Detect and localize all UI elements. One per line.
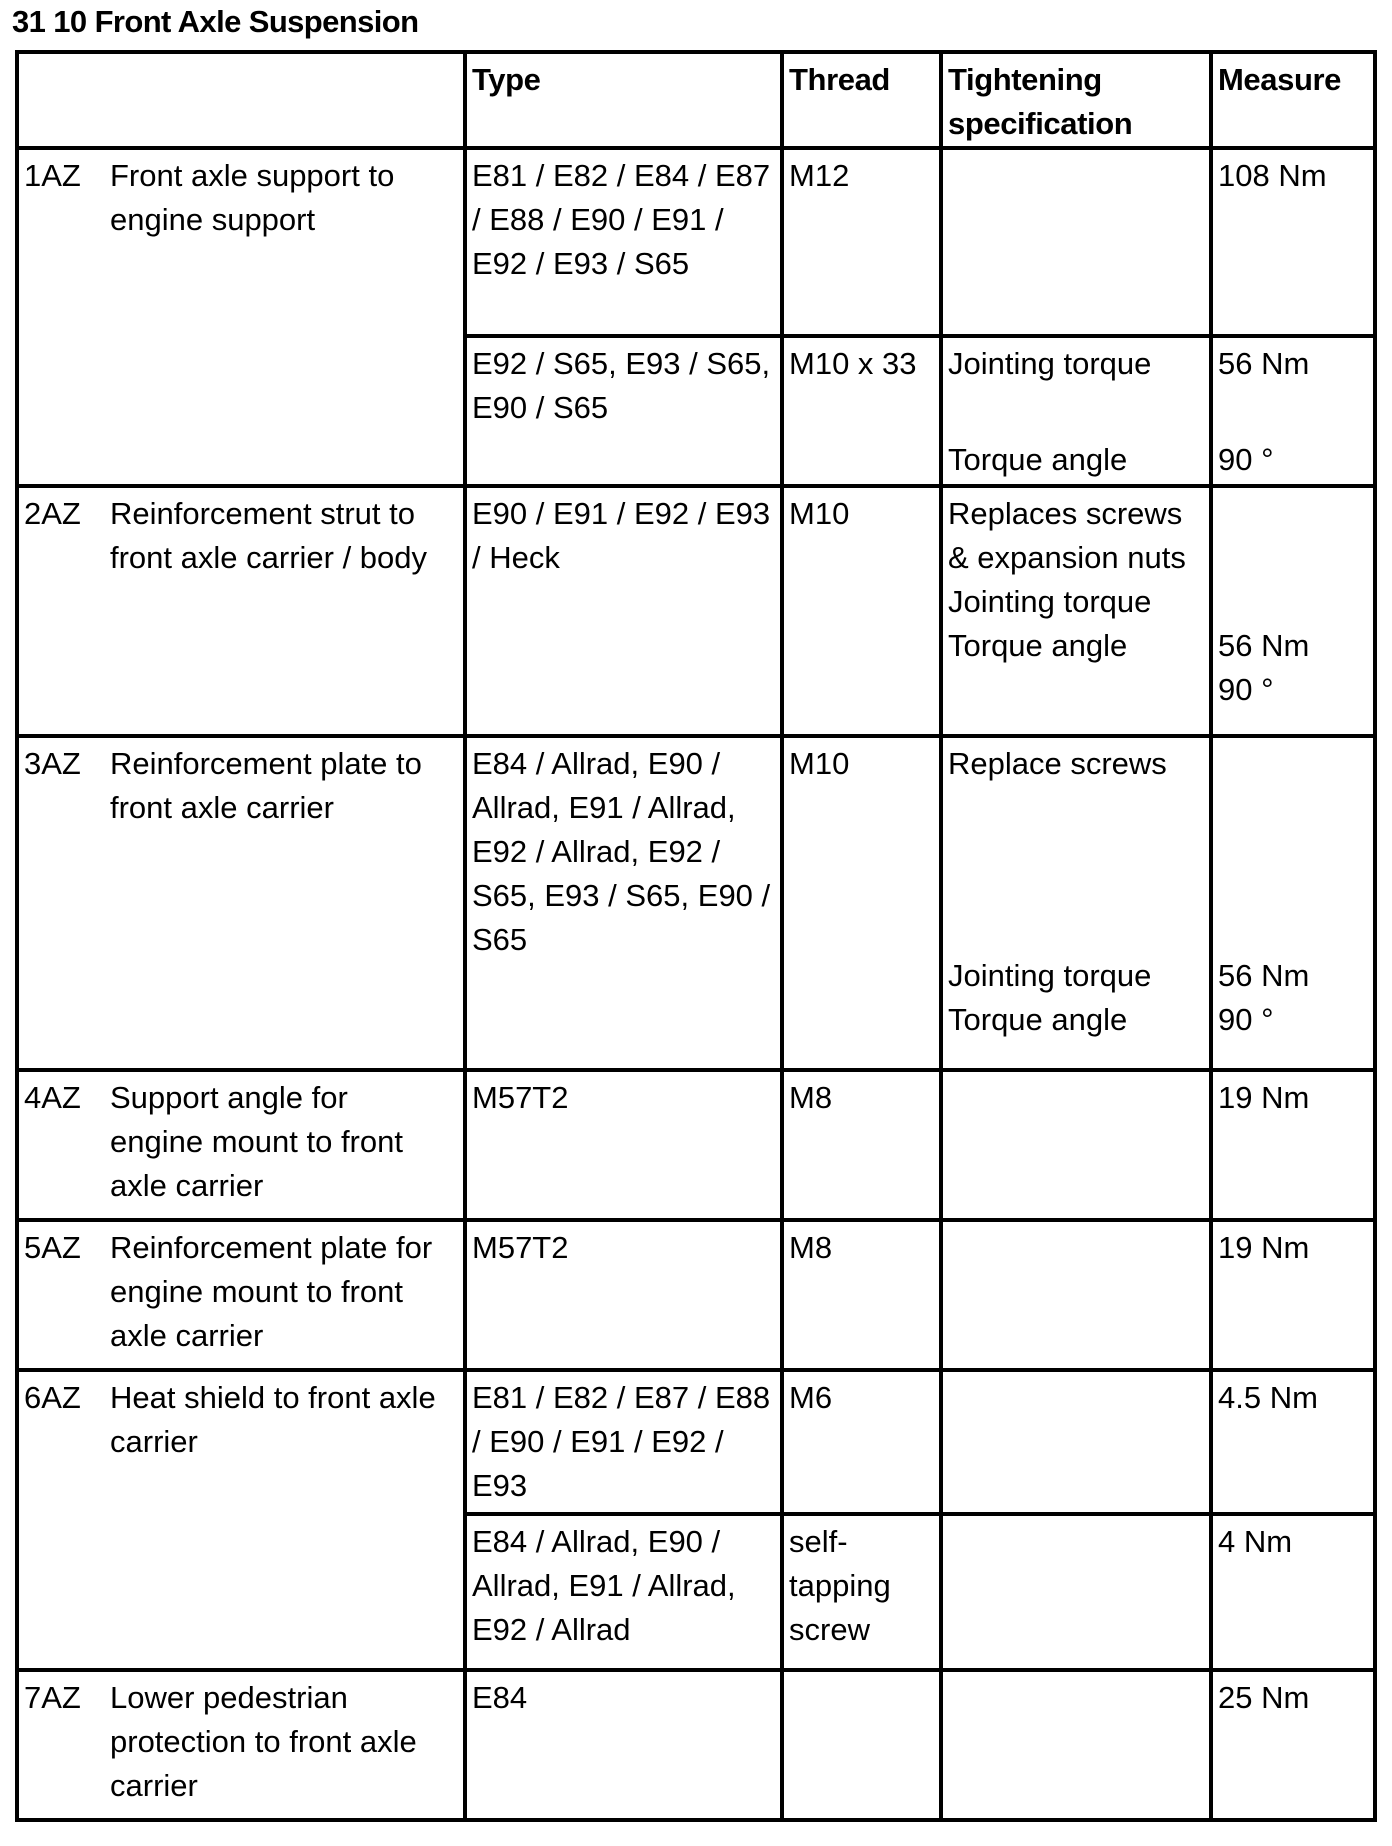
thread-cell: M10 x 33 (782, 336, 941, 486)
row-ref: 3AZ (24, 746, 81, 781)
spec-cell (941, 1670, 1211, 1820)
type-cell: E84 / Allrad, E90 / Allrad, E91 / Allrad, E92 / Allrad, E92 / S65, E93 / S65, E90 / S65 (465, 736, 782, 1070)
type-cell: M57T2 (465, 1220, 782, 1370)
measure-cell (1211, 486, 1375, 736)
spec-cell (941, 1514, 1211, 1670)
type-cell: E81 / E82 / E87 / E88 / E90 / E91 / E92 / E93 (465, 1370, 782, 1514)
row-description: Reinforcement strut to front axle carrier / body (110, 496, 428, 575)
type-cell: E84 / Allrad, E90 / Allrad, E91 / Allrad, E92 / Allrad (465, 1514, 782, 1670)
component-cell (17, 1070, 465, 1220)
thread-cell: M6 (782, 1370, 941, 1514)
table-row (17, 1220, 1375, 1370)
measure-torque-angle: 90 ° (1218, 672, 1274, 707)
header-thread: Thread (782, 52, 941, 148)
measure-cell: 108 Nm (1211, 148, 1375, 336)
spec-jointing-torque: Jointing torque (948, 584, 1152, 619)
page-title: 31 10 Front Axle Suspension (12, 4, 419, 39)
measure-torque-angle: 90 ° (1218, 1002, 1274, 1037)
measure-cell (1211, 736, 1375, 1070)
row-description: Front axle support to engine support (110, 158, 395, 237)
type-cell: E92 / S65, E93 / S65, E90 / S65 (465, 336, 782, 486)
row-ref: 7AZ (24, 1680, 81, 1715)
thread-cell: M10 (782, 486, 941, 736)
row-description: Heat shield to front axle carrier (110, 1380, 436, 1459)
measure-cell (1211, 336, 1375, 486)
type-cell: E84 (465, 1670, 782, 1820)
header-tightening-specification: Tightening specification (941, 52, 1211, 148)
spec-note: Replace screws (948, 746, 1167, 781)
row-ref: 4AZ (24, 1080, 81, 1115)
thread-cell: M8 (782, 1220, 941, 1370)
row-ref: 1AZ (24, 158, 81, 193)
spec-torque-angle: Torque angle (948, 442, 1128, 477)
table-row (17, 1370, 1375, 1514)
header-component (17, 52, 465, 148)
spec-cell (941, 1070, 1211, 1220)
row-ref: 5AZ (24, 1230, 81, 1265)
measure-cell: 25 Nm (1211, 1670, 1375, 1820)
component-cell (17, 1220, 465, 1370)
spec-cell (941, 1220, 1211, 1370)
spec-torque-angle: Torque angle (948, 628, 1128, 663)
table-row (17, 1070, 1375, 1220)
spec-jointing-torque: Jointing torque (948, 346, 1152, 381)
component-cell (17, 148, 465, 486)
row-description: Lower pedestrian protection to front axle carrier (110, 1680, 417, 1803)
type-cell: E90 / E91 / E92 / E93 / Heck (465, 486, 782, 736)
component-cell (17, 486, 465, 736)
thread-cell: M12 (782, 148, 941, 336)
row-ref: 2AZ (24, 496, 81, 531)
spec-cell (941, 336, 1211, 486)
spec-cell (941, 736, 1211, 1070)
measure-cell: 19 Nm (1211, 1070, 1375, 1220)
thread-cell: M10 (782, 736, 941, 1070)
measure-cell: 4.5 Nm (1211, 1370, 1375, 1514)
spec-note: Replaces screws & expansion nuts (948, 496, 1186, 575)
row-description: Reinforcement plate for engine mount to front axle carrier (110, 1230, 433, 1353)
table-row (17, 486, 1375, 736)
spec-cell (941, 486, 1211, 736)
spec-cell (941, 148, 1211, 336)
type-cell: E81 / E82 / E84 / E87 / E88 / E90 / E91 / E92 / E93 / S65 (465, 148, 782, 336)
row-description: Support angle for engine mount to front axle carrier (110, 1080, 403, 1203)
row-description: Reinforcement plate to front axle carrier (110, 746, 422, 825)
component-cell (17, 1670, 465, 1820)
spec-jointing-torque: Jointing torque (948, 958, 1152, 993)
thread-cell (782, 1670, 941, 1820)
table-row (17, 148, 1375, 336)
row-ref: 6AZ (24, 1380, 81, 1415)
component-cell (17, 736, 465, 1070)
measure-torque-angle: 90 ° (1218, 442, 1274, 477)
header-measure: Measure (1211, 52, 1375, 148)
type-cell: M57T2 (465, 1070, 782, 1220)
table-header-row (17, 52, 1375, 148)
measure-cell: 19 Nm (1211, 1220, 1375, 1370)
measure-jointing-torque: 56 Nm (1218, 958, 1310, 993)
table-row (17, 1670, 1375, 1820)
measure-cell: 4 Nm (1211, 1514, 1375, 1670)
torque-spec-table (15, 50, 1377, 1822)
component-cell (17, 1370, 465, 1670)
spec-torque-angle: Torque angle (948, 1002, 1128, 1037)
thread-cell: M8 (782, 1070, 941, 1220)
header-type: Type (465, 52, 782, 148)
thread-cell: self-tapping screw (782, 1514, 941, 1670)
table-row (17, 736, 1375, 1070)
spec-cell (941, 1370, 1211, 1514)
measure-jointing-torque: 56 Nm (1218, 628, 1310, 663)
measure-jointing-torque: 56 Nm (1218, 346, 1310, 381)
